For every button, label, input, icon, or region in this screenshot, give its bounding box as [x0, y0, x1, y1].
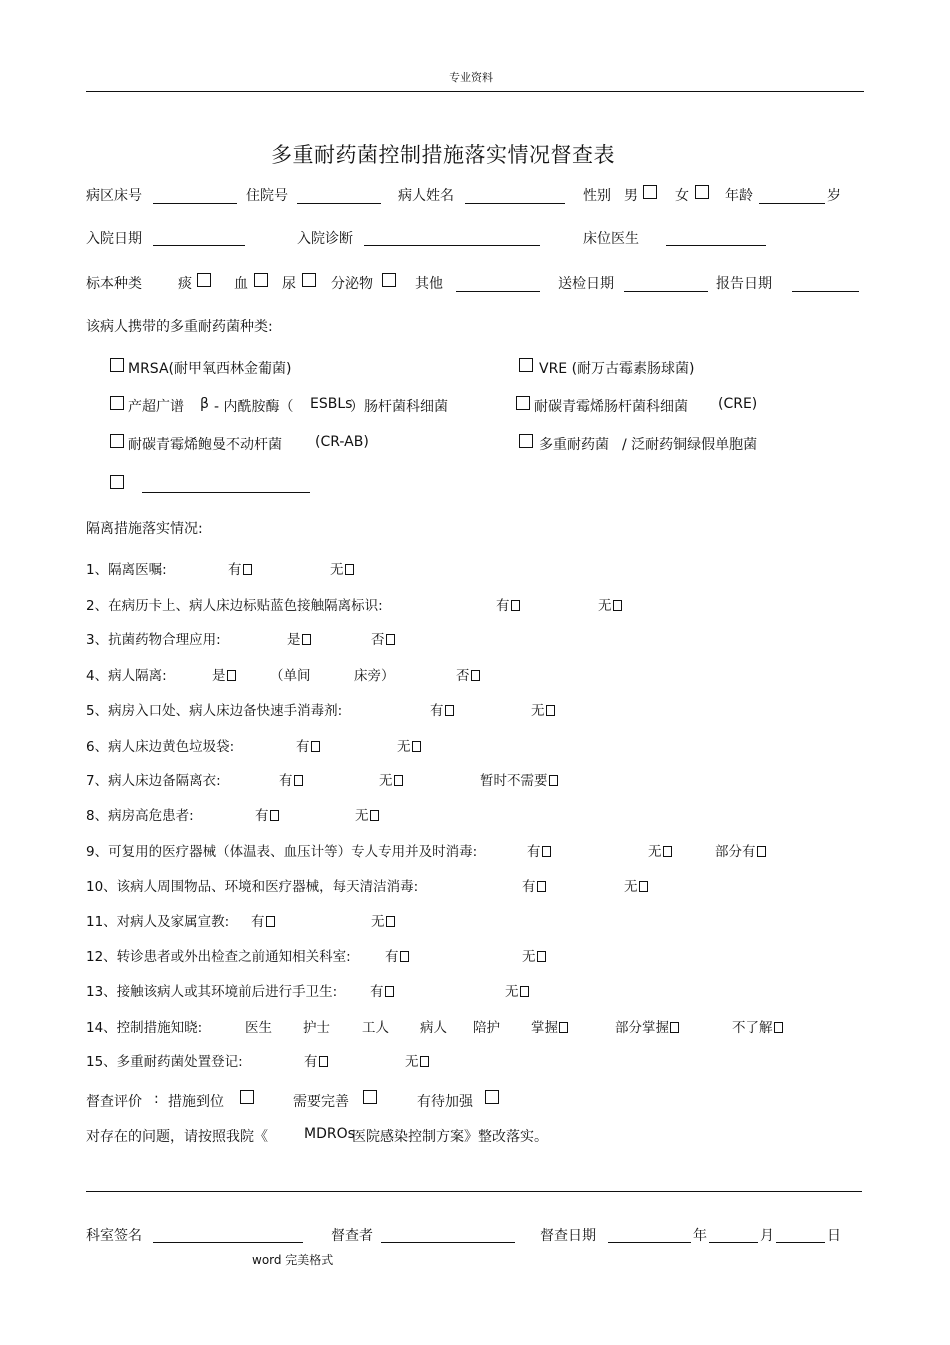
blood-label: 血: [234, 276, 248, 292]
isolation-option-label: 无: [624, 879, 638, 895]
other-specimen-field[interactable]: [456, 291, 540, 292]
option-checkbox[interactable]: [294, 775, 303, 786]
option-checkbox[interactable]: [757, 846, 766, 857]
secretion-label: 分泌物: [331, 276, 373, 292]
isolation-option: [270, 664, 311, 684]
isolation-option[interactable]: [531, 699, 555, 719]
isolation-option-label: 病人: [420, 1020, 447, 1036]
other-mdro-checkbox[interactable]: [110, 475, 124, 489]
mrsa-label: MRSA(耐甲氧西林金葡菌): [128, 361, 292, 377]
isolation-option[interactable]: [251, 910, 275, 930]
isolation-option[interactable]: [615, 1016, 679, 1036]
option-checkbox[interactable]: [613, 600, 622, 611]
isolation-item-label: 5、病房入口处、病人床边备快速手消毒剂:: [86, 703, 343, 719]
crab-label-b: (CR-AB): [315, 434, 369, 450]
isolation-option-label: 掌握: [531, 1020, 558, 1036]
isolation-option[interactable]: [480, 769, 558, 789]
isolation-option-label: 有: [522, 879, 536, 895]
option-checkbox[interactable]: [549, 775, 558, 786]
isolation-item-label: 4、病人隔离:: [86, 668, 167, 684]
isolation-option-label: 无: [330, 562, 344, 578]
age-field[interactable]: [759, 203, 825, 204]
esbl-label-e: ）肠杆菌科细菌: [350, 399, 448, 415]
isolation-option-label: 有: [496, 598, 510, 614]
header-divider: [86, 91, 864, 92]
header-label: 专业资料: [449, 71, 493, 84]
option-checkbox[interactable]: [559, 1022, 568, 1033]
option-checkbox[interactable]: [319, 1056, 328, 1067]
isolation-item-label: 6、病人床边黄色垃圾袋:: [86, 739, 235, 755]
to-strengthen-label: 有待加强: [417, 1094, 473, 1110]
in-place-checkbox[interactable]: [240, 1090, 254, 1104]
isolation-item-label: 13、接触该病人或其环境前后进行手卫生:: [86, 984, 338, 1000]
option-checkbox[interactable]: [445, 705, 454, 716]
isolation-item-label: 1、隔离医嘱:: [86, 562, 167, 578]
isolation-option[interactable]: [456, 664, 480, 684]
option-checkbox[interactable]: [345, 564, 354, 575]
urine-checkbox[interactable]: [302, 273, 316, 287]
admission-no-field[interactable]: [297, 203, 381, 204]
year-field[interactable]: [608, 1242, 691, 1243]
patient-name-label: 病人姓名: [398, 188, 454, 204]
bed-doctor-field[interactable]: [666, 245, 766, 246]
mdro-heading: 该病人携带的多重耐药菌种类:: [86, 319, 273, 335]
isolation-option-label: 无: [648, 844, 662, 860]
isolation-option-label: 有: [279, 773, 293, 789]
male-label: 男: [624, 188, 638, 204]
mrsa-checkbox[interactable]: [110, 358, 124, 372]
option-checkbox[interactable]: [546, 705, 555, 716]
needs-improve-label: 需要完善: [293, 1094, 349, 1110]
urine-label: 尿: [282, 276, 296, 292]
isolation-option: [420, 1016, 447, 1036]
male-checkbox[interactable]: [643, 185, 657, 199]
option-checkbox[interactable]: [243, 564, 252, 575]
admission-date-label: 入院日期: [86, 231, 142, 247]
isolation-option-label: 无: [505, 984, 519, 1000]
isolation-option-label: 无: [397, 739, 411, 755]
in-place-label: 措施到位: [168, 1094, 224, 1110]
day-field[interactable]: [776, 1242, 825, 1243]
option-checkbox[interactable]: [311, 741, 320, 752]
isolation-option[interactable]: [505, 980, 529, 1000]
isolation-option-label: 床旁）: [354, 668, 395, 684]
option-checkbox[interactable]: [270, 810, 279, 821]
rectify-text-a: 对存在的问题，请按照我院《: [86, 1129, 268, 1145]
to-strengthen-checkbox[interactable]: [485, 1090, 499, 1104]
esbl-label-c: - 内酰胺酶（: [214, 399, 294, 415]
option-checkbox[interactable]: [639, 881, 648, 892]
rectify-text-c: 医院感染控制方案》整改落实。: [352, 1129, 548, 1145]
option-checkbox[interactable]: [420, 1056, 429, 1067]
isolation-option[interactable]: [598, 594, 622, 614]
isolation-option: [362, 1016, 389, 1036]
isolation-option-label: 部分有: [715, 844, 756, 860]
isolation-option[interactable]: [370, 980, 394, 1000]
isolation-item-label: 7、病人床边备隔离衣:: [86, 773, 221, 789]
isolation-item-label: 12、转诊患者或外出检查之前通知相关科室:: [86, 949, 351, 965]
vre-checkbox[interactable]: [519, 358, 533, 372]
isolation-option-label: 暂时不需要: [480, 773, 548, 789]
isolation-option[interactable]: [279, 769, 303, 789]
option-checkbox[interactable]: [412, 741, 421, 752]
option-checkbox[interactable]: [302, 634, 311, 645]
signature-divider: [86, 1191, 862, 1192]
isolation-option-label: 无: [522, 949, 536, 965]
isolation-option[interactable]: [496, 594, 520, 614]
isolation-option[interactable]: [527, 840, 551, 860]
isolation-item-label: 14、控制措施知晓:: [86, 1020, 203, 1036]
option-checkbox[interactable]: [394, 775, 403, 786]
option-checkbox[interactable]: [537, 951, 546, 962]
evaluation-colon: :: [154, 1091, 159, 1107]
gender-label: 性别: [583, 188, 611, 204]
option-checkbox[interactable]: [663, 846, 672, 857]
isolation-option[interactable]: [379, 769, 403, 789]
evaluation-label: 督查评价: [86, 1094, 142, 1110]
bed-doctor-label: 床位医生: [583, 231, 639, 247]
isolation-option[interactable]: [715, 840, 766, 860]
isolation-option[interactable]: [255, 804, 279, 824]
vre-label: VRE (耐万古霉素肠球菌): [539, 361, 695, 377]
isolation-option[interactable]: [212, 664, 236, 684]
esbl-label-d: ESBLs: [310, 396, 353, 412]
blood-checkbox[interactable]: [254, 273, 268, 287]
isolation-option[interactable]: [355, 804, 379, 824]
isolation-option-label: 有: [527, 844, 541, 860]
pa-label-a: 多重耐药菌: [539, 437, 609, 453]
option-checkbox[interactable]: [774, 1022, 783, 1033]
crab-label-a: 耐碳青霉烯鲍曼不动杆菌: [128, 437, 282, 453]
esbl-checkbox[interactable]: [110, 396, 124, 410]
day-label: 日: [827, 1228, 841, 1244]
isolation-option[interactable]: [330, 558, 354, 578]
isolation-option-label: 无: [355, 808, 369, 824]
option-checkbox[interactable]: [537, 881, 546, 892]
ward-bed-field[interactable]: [153, 203, 237, 204]
isolation-option-label: 有: [255, 808, 269, 824]
option-checkbox[interactable]: [227, 670, 236, 681]
month-label: 月: [760, 1228, 774, 1244]
isolation-option-label: 有: [385, 949, 399, 965]
isolation-option[interactable]: [304, 1050, 328, 1070]
isolation-option: [245, 1016, 272, 1036]
isolation-option-label: 否: [371, 632, 385, 648]
option-checkbox[interactable]: [542, 846, 551, 857]
isolation-item-label: 15、多重耐药菌处置登记:: [86, 1054, 243, 1070]
isolation-option[interactable]: [624, 875, 648, 895]
option-checkbox[interactable]: [511, 600, 520, 611]
esbl-label-a: 产超广谱: [128, 399, 184, 415]
isolation-option-label: 否: [456, 668, 470, 684]
isolation-option-label: 无: [379, 773, 393, 789]
admission-date-field[interactable]: [153, 245, 245, 246]
dept-sign-label: 科室签名: [86, 1228, 142, 1244]
isolation-option[interactable]: [385, 945, 409, 965]
option-checkbox[interactable]: [266, 916, 275, 927]
female-label: 女: [675, 188, 689, 204]
admission-no-label: 住院号: [246, 188, 288, 204]
report-date-label: 报告日期: [716, 276, 772, 292]
send-date-field[interactable]: [624, 291, 708, 292]
isolation-option-label: （单间: [270, 668, 311, 684]
isolation-item-label: 10、该病人周围物品、环境和医疗器械，每天清洁消毒:: [86, 879, 419, 895]
isolation-option-label: 无: [598, 598, 612, 614]
diagnosis-field[interactable]: [364, 245, 540, 246]
cre-label-b: (CRE): [718, 396, 758, 412]
crab-checkbox[interactable]: [110, 434, 124, 448]
isolation-option-label: 有: [296, 739, 310, 755]
isolation-option[interactable]: [287, 628, 311, 648]
isolation-item-label: 9、可复用的医疗器械（体温表、血压计等）专人专用并及时消毒:: [86, 844, 478, 860]
isolation-option[interactable]: [522, 945, 546, 965]
pa-label-b: / 泛耐药铜绿假单胞菌: [622, 437, 758, 453]
patient-name-field[interactable]: [465, 203, 565, 204]
sputum-label: 痰: [178, 276, 192, 292]
report-date-field[interactable]: [792, 291, 859, 292]
isolation-option[interactable]: [732, 1016, 783, 1036]
isolation-option[interactable]: [648, 840, 672, 860]
inspector-field[interactable]: [381, 1242, 515, 1243]
inspector-label: 督查者: [331, 1228, 373, 1244]
isolation-option[interactable]: [397, 735, 421, 755]
option-checkbox[interactable]: [471, 670, 480, 681]
isolation-option-label: 陪护: [473, 1020, 500, 1036]
isolation-option-label: 医生: [245, 1020, 272, 1036]
isolation-option[interactable]: [371, 910, 395, 930]
sputum-checkbox[interactable]: [197, 273, 211, 287]
footer-text: word 完美格式: [252, 1253, 334, 1267]
option-checkbox[interactable]: [400, 951, 409, 962]
age-unit: 岁: [827, 188, 841, 204]
isolation-option-label: 护士: [303, 1020, 330, 1036]
specimen-label: 标本种类: [86, 276, 142, 292]
isolation-option-label: 不了解: [732, 1020, 773, 1036]
option-checkbox[interactable]: [385, 986, 394, 997]
other-specimen-label: 其他: [415, 276, 443, 292]
isolation-option[interactable]: [228, 558, 252, 578]
isolation-item-label: 11、对病人及家属宣教:: [86, 914, 230, 930]
pa-checkbox[interactable]: [519, 434, 533, 448]
needs-improve-checkbox[interactable]: [363, 1090, 377, 1104]
page-title: 多重耐药菌控制措施落实情况督查表: [271, 143, 615, 167]
isolation-option[interactable]: [371, 628, 395, 648]
isolation-option[interactable]: [430, 699, 454, 719]
cre-label-a: 耐碳青霉烯肠杆菌科细菌: [534, 399, 688, 415]
option-checkbox[interactable]: [520, 986, 529, 997]
isolation-option-label: 无: [531, 703, 545, 719]
female-checkbox[interactable]: [695, 185, 709, 199]
ward-bed-label: 病区床号: [86, 188, 142, 204]
isolation-option: [354, 664, 395, 684]
rectify-text-b: MDROs: [304, 1126, 355, 1142]
isolation-option-label: 有: [228, 562, 242, 578]
isolation-option: [473, 1016, 500, 1036]
option-checkbox[interactable]: [370, 810, 379, 821]
age-label: 年龄: [725, 188, 753, 204]
isolation-option-label: 有: [304, 1054, 318, 1070]
send-date-label: 送检日期: [558, 276, 614, 292]
option-checkbox[interactable]: [386, 634, 395, 645]
year-label: 年: [693, 1228, 707, 1244]
isolation-option[interactable]: [522, 875, 546, 895]
isolation-option[interactable]: [531, 1016, 568, 1036]
esbl-label-b: β: [200, 396, 209, 412]
isolation-option-label: 是: [212, 668, 226, 684]
dept-sign-field[interactable]: [153, 1242, 303, 1243]
other-mdro-field[interactable]: [142, 492, 310, 493]
isolation-option-label: 工人: [362, 1020, 389, 1036]
isolation-option[interactable]: [405, 1050, 429, 1070]
option-checkbox[interactable]: [386, 916, 395, 927]
isolation-item-label: 2、在病历卡上、病人床边标贴蓝色接触隔离标识:: [86, 598, 383, 614]
isolation-option-label: 是: [287, 632, 301, 648]
cre-checkbox[interactable]: [516, 396, 530, 410]
diagnosis-label: 入院诊断: [297, 231, 353, 247]
isolation-option: [303, 1016, 330, 1036]
isolation-option[interactable]: [296, 735, 320, 755]
isolation-option-label: 无: [371, 914, 385, 930]
isolation-item-label: 8、病房高危患者:: [86, 808, 194, 824]
isolation-option-label: 无: [405, 1054, 419, 1070]
inspect-date-label: 督查日期: [540, 1228, 596, 1244]
month-field[interactable]: [709, 1242, 758, 1243]
isolation-option-label: 有: [251, 914, 265, 930]
isolation-option-label: 部分掌握: [615, 1020, 669, 1036]
isolation-heading: 隔离措施落实情况:: [86, 521, 203, 537]
isolation-item-label: 3、抗菌药物合理应用:: [86, 632, 221, 648]
isolation-option-label: 有: [370, 984, 384, 1000]
isolation-option-label: 有: [430, 703, 444, 719]
option-checkbox[interactable]: [670, 1022, 679, 1033]
secretion-checkbox[interactable]: [382, 273, 396, 287]
